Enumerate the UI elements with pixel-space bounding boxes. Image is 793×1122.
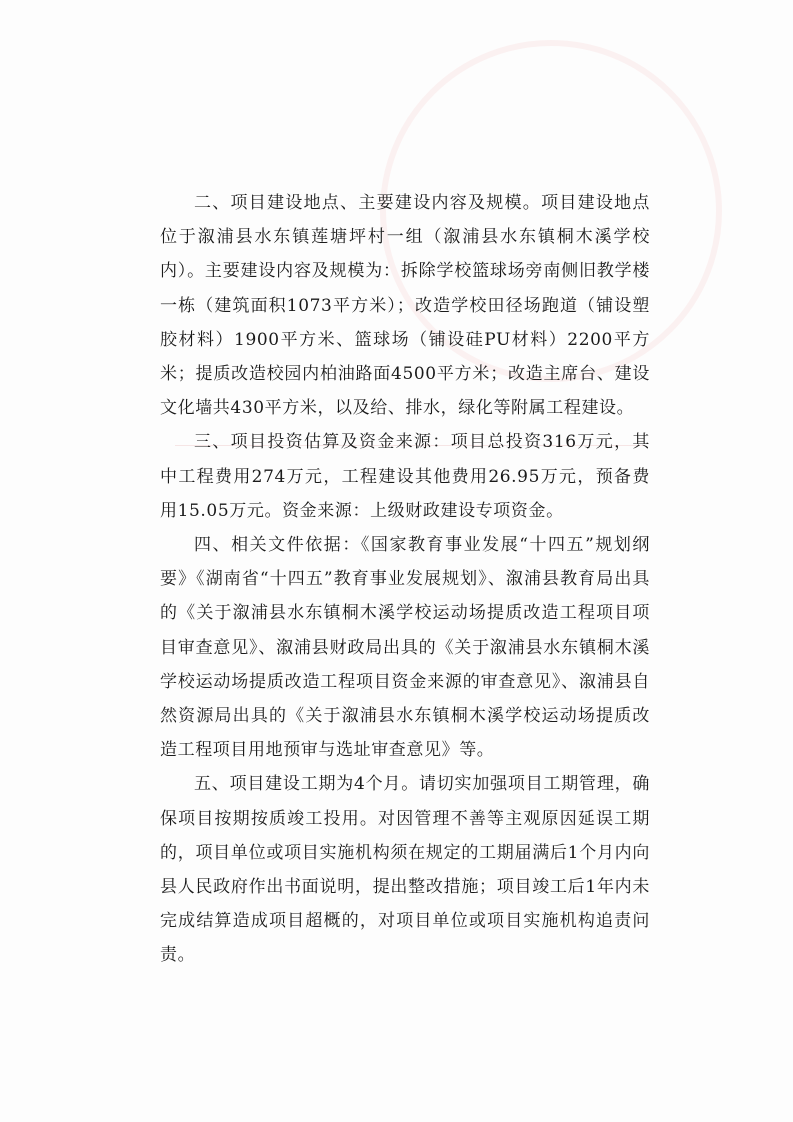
document-body: [160, 186, 650, 973]
paragraph-construction-scope: 二、项目建设地点、主要建设内容及规模。项目建设地点位于溆浦县水东镇莲塘坪村一组（溆浦县水东镇桐木溪学校内）。主要建设内容及规模为：拆除学校篮球场旁南侧旧教学楼一栋（建筑面积1073平方米）；改造学校田径场跑道（铺设塑胶材料）1900平方米、篮球场（铺设硅PU材料）2200平方米；提质改造校园内柏油路面4500平方米；改造主席台、建设文化墙共430平方米，以及给、排水，绿化等附属工程建设。: [160, 193, 650, 419]
paragraph-construction-period: 五、项目建设工期为4个月。请切实加强项目工期管理，确保项目按期按质竣工投用。对因管理不善等主观原因延误工期的，项目单位或项目实施机构须在规定的工期届满后1个月内向县人民政府作出书面说明，提出整改措施；项目竣工后1年内未完成结算造成项目超概的，对项目单位或项目实施机构追责问责。: [160, 774, 650, 966]
paragraph-reference-documents: 四、相关文件依据：《国家教育事业发展“十四五”规划纲要》《湖南省“十四五”教育事业发展规划》、溆浦县教育局出具的《关于溆浦县水东镇桐木溪学校运动场提质改造工程项目项目审查意见》、溆浦县财政局出具的《关于溆浦县水东镇桐木溪学校运动场提质改造工程项目资金来源的审查意见》、溆浦县自然资源局出具的《关于溆浦县水东镇桐木溪学校运动场提质改造工程项目用地预审与选址审查意见》等。: [160, 535, 650, 761]
paragraph-investment: 三、项目投资估算及资金来源：项目总投资316万元，其中工程费用274万元，工程建设其他费用26.95万元，预备费用15.05万元。资金来源：上级财政建设专项资金。: [160, 432, 650, 521]
